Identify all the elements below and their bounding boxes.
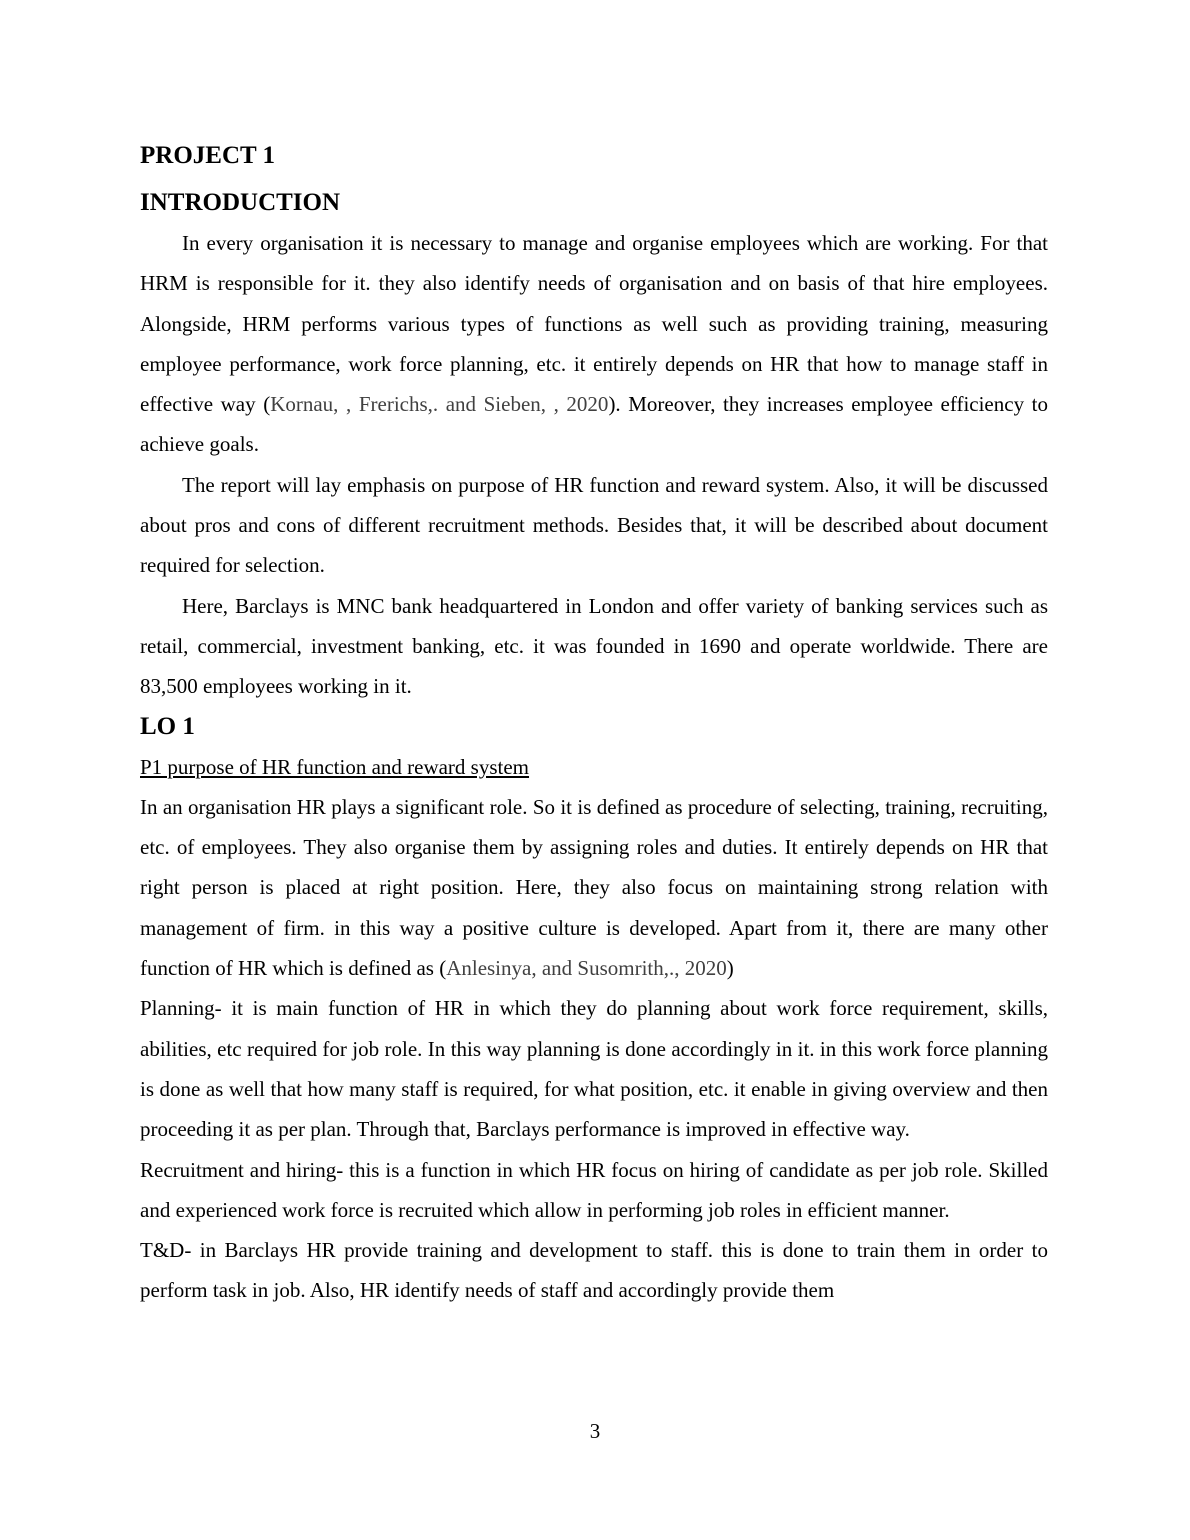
p1-subheading (140, 747, 1048, 787)
lo1-paragraph-1-text: In an organisation HR plays a significant role. So it is defined as procedure of selecting, training, recruiting, etc. of employees. They also organise them by assigning roles and duties. It entirely depends on HR that right person is placed at right position. Here, they also focus on maintaining strong relation with management of firm. in this way a positive culture is developed. Apart from it, there are many other function of HR which is defined as ( (140, 794, 1048, 981)
intro-paragraph-1-end: ). Moreover, they increases employee efficiency to achieve goals. (140, 392, 1048, 457)
planning-paragraph: Planning- it is main function of HR in which they do planning about work force requirement, skills, abilities, etc required for job role. In this way planning is done accordingly in it. in this work force planning is done as well that how many staff is required, for what position, etc. it enable in giving overview and then proceeding it as per plan. Through that, Barclays performance is improved in effective way. (140, 996, 1048, 1142)
lo1-paragraph-1-end: ) (726, 956, 734, 981)
project-heading: PROJECT 1 (140, 142, 275, 169)
page-number: 3 (589, 1419, 601, 1443)
introduction-heading: INTRODUCTION (140, 189, 341, 216)
document-page (140, 136, 1048, 1311)
citation-kornau: Kornau, , Frerichs,. and Sieben, , 2020 (270, 392, 609, 417)
training-development-paragraph: T&D- in Barclays HR provide training and development to staff. this is done to train them in order to perform task in job. Also, HR identify needs of staff and accordingly provide them (140, 1238, 1048, 1303)
intro-paragraph-3: Here, Barclays is MNC bank headquartered in London and offer variety of banking services such as retail, commercial, investment banking, etc. it was founded in 1690 and operate worldwide. There are 83,500 employees working in it. (140, 593, 1048, 699)
p1-subheading-text: P1 purpose of HR function and reward system (140, 754, 530, 779)
citation-anlesinya: Anlesinya, and Susomrith,., 2020 (446, 956, 727, 981)
intro-paragraph-1 (140, 223, 1048, 465)
recruitment-paragraph: Recruitment and hiring- this is a function in which HR focus on hiring of candidate as per job role. Skilled and experienced work force is recruited which allow in performing job roles in efficient manner. (140, 1157, 1048, 1222)
lo1-paragraph-1 (140, 787, 1048, 988)
intro-paragraph-2: The report will lay emphasis on purpose of HR function and reward system. Also, it will be discussed about pros and cons of different recruitment methods. Besides that, it will be described about document required for selection. (140, 472, 1048, 578)
intro-paragraph-1-text: In every organisation it is necessary to manage and organise employees which are working. For that HRM is responsible for it. they also identify needs of organisation and on basis of that hire employees. Alongside, HRM performs various types of functions as well such as providing training, measuring employee performance, work force planning, etc. it entirely depends on HR that how to manage staff in effective way ( (140, 231, 1048, 417)
lo1-heading: LO 1 (140, 712, 195, 740)
